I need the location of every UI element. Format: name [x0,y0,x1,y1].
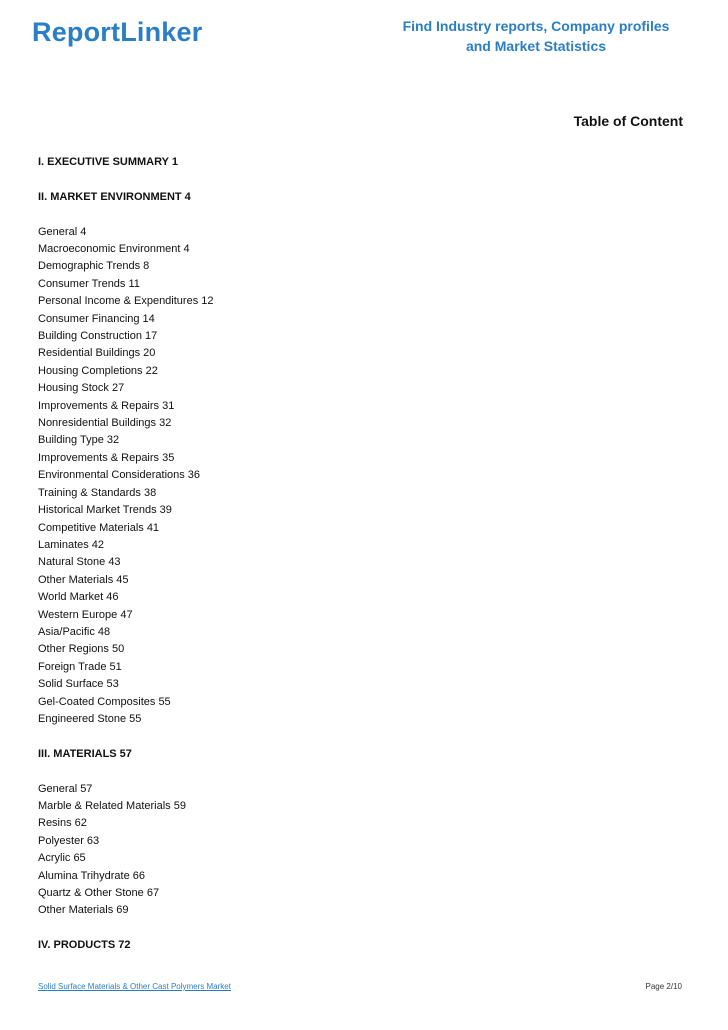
toc-entry: Residential Buildings 20 [38,347,156,360]
page-title: Table of Content [573,113,683,129]
page-number: Page 2/10 [645,982,682,991]
toc-section-heading: IV. PRODUCTS 72 [38,939,131,952]
toc-entry: Competitive Materials 41 [38,521,160,534]
toc-entry: Gel-Coated Composites 55 [38,695,171,708]
section-spacer [38,920,678,937]
toc-entry: Acrylic 65 [38,852,86,865]
toc-entry: Improvements & Repairs 35 [38,451,175,464]
toc-entry: Consumer Trends 11 [38,277,140,290]
toc-entry: Demographic Trends 8 [38,260,150,273]
tagline-line-1: Find Industry reports, Company profiles [402,18,670,34]
toc-entry: Macroeconomic Environment 4 [38,243,190,255]
toc-section-heading: II. MARKET ENVIRONMENT 4 [38,190,191,203]
toc-entry: Improvements & Repairs 31 [38,399,175,412]
toc-entry: Foreign Trade 51 [38,660,122,673]
toc-entry: Western Europe 47 [38,608,133,621]
toc-entry: General 4 [38,225,87,238]
tagline-line-2: and Market Statistics [465,38,607,54]
toc-entry: General 57 [38,782,93,795]
toc-entry: Other Materials 69 [38,904,129,917]
toc-entry: Polyester 63 [38,834,100,847]
footer-report-link[interactable]: Solid Surface Materials & Other Cast Polymers Market [38,982,231,991]
toc-entry: Engineered Stone 55 [38,712,142,725]
toc-entry: Solid Surface 53 [38,678,119,691]
toc-entry: Training & Standards 38 [38,486,157,499]
section-spacer [38,763,678,780]
section-spacer [38,206,678,223]
toc-entry: Environmental Considerations 36 [38,469,201,482]
toc-entry: Other Materials 45 [38,573,129,586]
toc-entry: Historical Market Trends 39 [38,504,172,517]
header-tagline [390,16,682,56]
toc-entry: Building Construction 17 [38,330,158,343]
section-spacer [38,728,678,745]
toc-entry: Nonresidential Buildings 32 [38,417,172,430]
toc-entry: Laminates 42 [38,538,105,551]
toc-section-heading: III. MATERIALS 57 [38,747,132,760]
toc-entry: Resins 62 [38,817,87,830]
toc-entry: Asia/Pacific 48 [38,625,111,638]
toc-entry: Alumina Trihydrate 66 [38,869,145,882]
toc-entry: Consumer Financing 14 [38,312,155,325]
toc-entry: Personal Income & Expenditures 12 [38,295,214,308]
table-of-contents [38,154,678,955]
toc-entry: Building Type 32 [38,434,120,447]
toc-entry: Other Regions 50 [38,643,125,656]
toc-entry: Housing Completions 22 [38,364,158,377]
section-spacer [38,171,678,188]
toc-entry: Housing Stock 27 [38,382,125,395]
toc-entry: Quartz & Other Stone 67 [38,887,160,899]
toc-section-heading: I. EXECUTIVE SUMMARY 1 [38,156,178,168]
toc-entry: Marble & Related Materials 59 [38,799,186,812]
toc-entry: Natural Stone 43 [38,556,121,569]
reportlinker-logo[interactable]: ReportLinker [32,17,203,47]
toc-entry: World Market 46 [38,591,119,604]
